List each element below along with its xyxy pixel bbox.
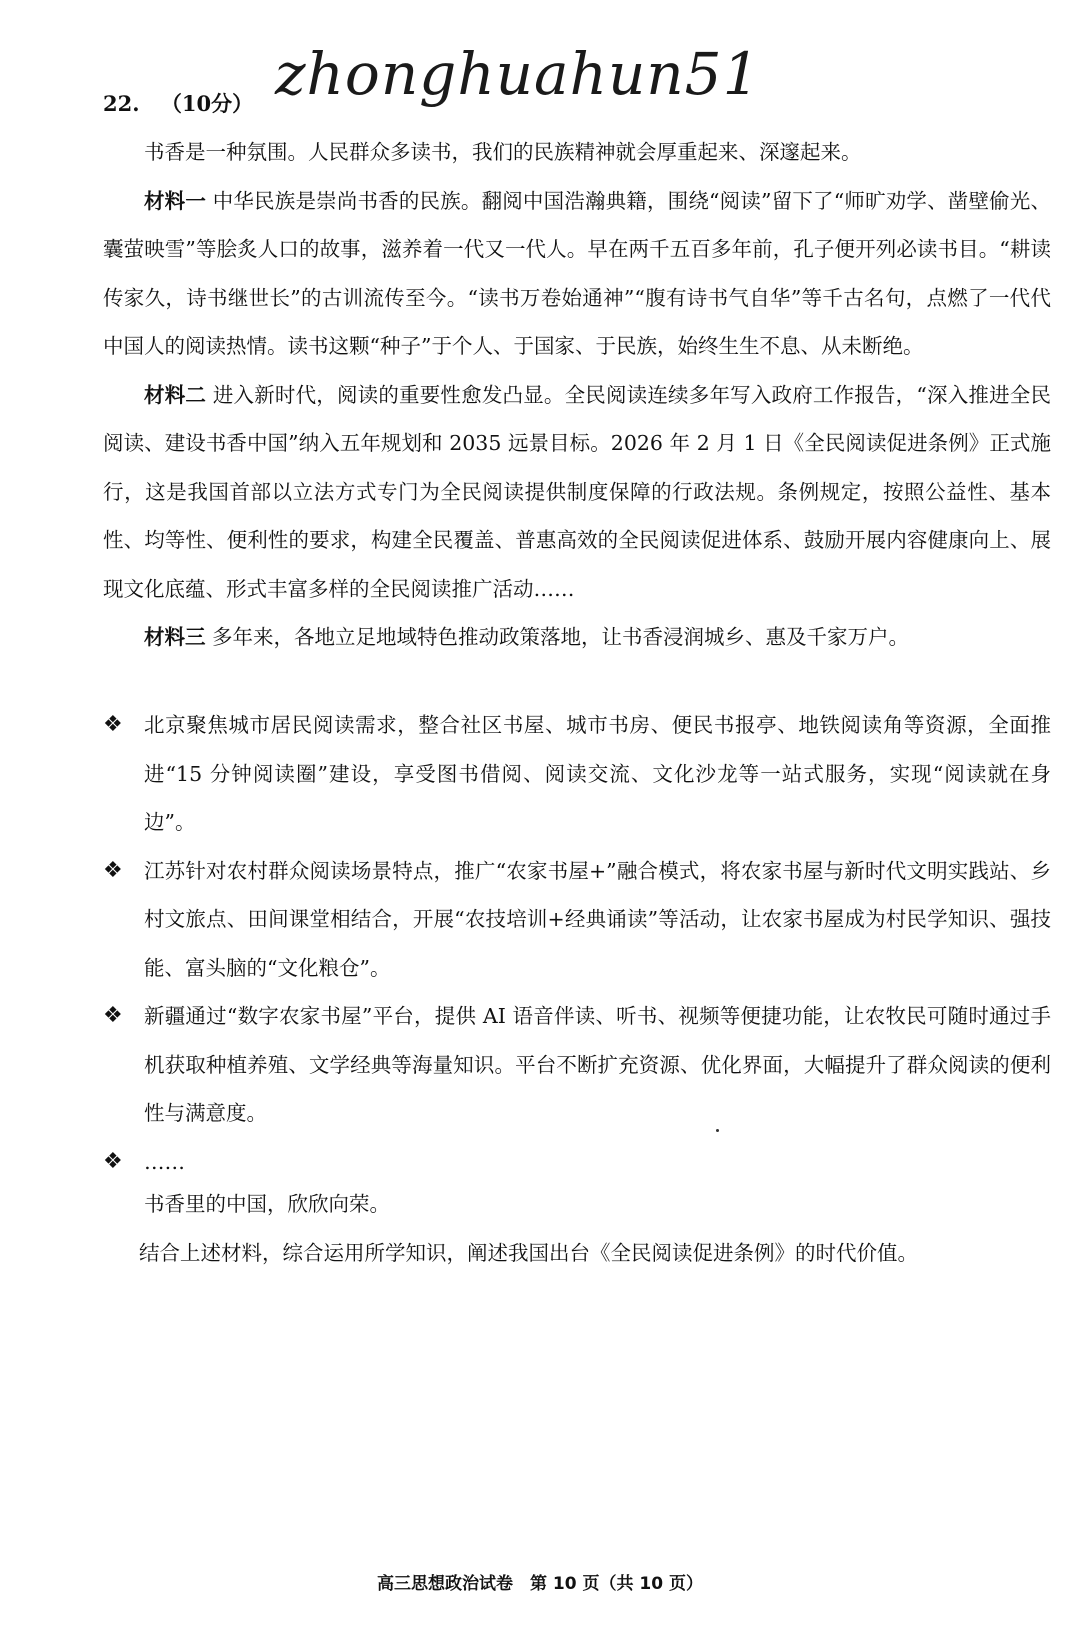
list-item <box>103 1138 1051 1187</box>
question-points: （10分） <box>160 91 254 116</box>
handwritten-watermark: zhonghuahun51 <box>275 40 761 108</box>
diamond-bullet-icon: ❖ <box>103 857 123 883</box>
material-body <box>103 128 1051 662</box>
list-item <box>103 701 1051 847</box>
list-item <box>103 847 1051 993</box>
material-3-label: 材料三 <box>144 625 206 649</box>
material-2-text: 进入新时代，阅读的重要性愈发凸显。全民阅读连续多年写入政府工作报告，“深入推进全民阅读、建设书香中国”纳入五年规划和 2035 远景目标。2026 年 2 月 1 日《全民阅读促进条例》正式施行，这是我国首部以立法方式专门为全民阅读提供制度保障的行政法规。条例规定，按照公益性、基本性、均等性、便利性的要求，构建全民覆盖、普惠高效的全民阅读促进体系、鼓励开展内容健康向上、展现文化底蕴、形式丰富多样的全民阅读推广活动…… <box>103 382 1052 601</box>
material-2-label: 材料二 <box>144 382 207 407</box>
page-footer: 高三思想政治试卷 第 10 页（共 10 页） <box>377 1574 703 1594</box>
material-3-text: 多年来，各地立足地域特色推动政策落地，让书香浸润城乡、惠及千家万户。 <box>212 625 910 649</box>
list-item <box>103 992 1051 1138</box>
diamond-bullet-icon: ❖ <box>103 1148 123 1174</box>
material-2-paragraph <box>103 371 1051 614</box>
stray-dot <box>716 1129 719 1132</box>
material-3-paragraph <box>103 613 1051 662</box>
material-1-text: 中华民族是崇尚书香的民族。翻阅中国浩瀚典籍，围绕“阅读”留下了“师旷劝学、凿壁偷光、囊萤映雪”等脍炙人口的故事，滋养着一代又一代人。早在两千五百多年前，孔子便开列必读书目。“耕读传家久，诗书继世长”的古训流传至今。“读书万卷始通神”“腹有诗书气自华”等千古名句，点燃了一代代中国人的阅读热情。读书这颗“种子”于个人、于国家、于民族，始终生生不息、从未断绝。 <box>103 188 1051 358</box>
material-3-bullet-list <box>103 701 1051 1186</box>
question-header <box>103 88 253 118</box>
diamond-bullet-icon: ❖ <box>103 712 123 737</box>
question-number: 22. <box>103 91 140 116</box>
question-prompt: 结合上述材料，综合运用所学知识，阐述我国出台《全民阅读促进条例》的时代价值。 <box>139 1240 918 1265</box>
material-1-paragraph <box>103 177 1051 371</box>
intro-paragraph: 书香是一种氛围。人民群众多读书，我们的民族精神就会厚重起来、深邃起来。 <box>144 140 862 164</box>
bullet-text: 北京聚焦城市居民阅读需求，整合社区书屋、城市书房、便民书报亭、地铁阅读角等资源，全面推进“15 分钟阅读圈”建设，享受图书借阅、阅读交流、文化沙龙等一站式服务，实现“阅读就在身边”。 <box>144 713 1051 834</box>
bullet-text: 新疆通过“数字农家书屋”平台，提供 AI 语音伴读、听书、视频等便捷功能，让农牧民可随时通过手机获取种植养殖、文学经典等海量知识。平台不断扩充资源、优化界面，大幅提升了群众阅读的便利性与满意度。 <box>144 1004 1051 1125</box>
closing-sentence: 书香里的中国，欣欣向荣。 <box>144 1192 390 1216</box>
bullet-text: 江苏针对农村群众阅读场景特点，推广“农家书屋+”融合模式，将农家书屋与新时代文明实践站、乡村文旅点、田间课堂相结合，开展“农技培训+经典诵读”等活动，让农家书屋成为村民学知识、强技能、富头脑的“文化粮仓”。 <box>144 858 1051 980</box>
closing-section <box>103 1180 1051 1277</box>
diamond-bullet-icon: ❖ <box>103 1003 123 1028</box>
bullet-text: …… <box>144 1149 185 1174</box>
material-1-label: 材料一 <box>144 188 207 213</box>
